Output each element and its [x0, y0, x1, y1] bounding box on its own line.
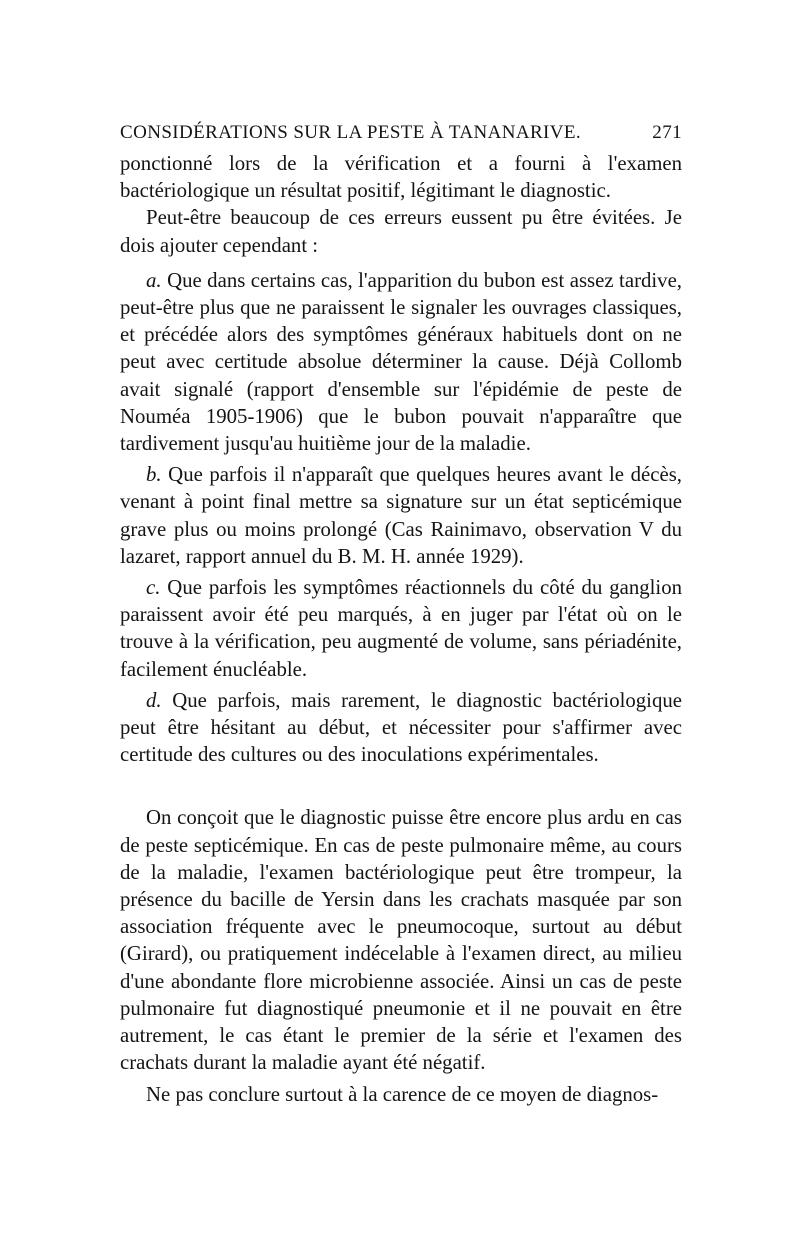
item-a [120, 267, 682, 457]
item-a-text: Que dans certains cas, l'apparition du bubon est assez tardive, peut-être plus que ne paraissent le signaler les ouvrages classiques, et précédée alors des symptômes généraux habituels dont on ne peut avec certitude absolue déterminer la cause. Déjà Collomb avait signalé (rapport d'ensemble sur l'épidémie de peste de Nouméa 1905-1906) que le bubon pouvait n'apparaître que tardivement jusqu'au huitième jour de la maladie. [120, 268, 682, 456]
body-text [120, 150, 682, 1108]
item-c-text: Que parfois les symptômes réactionnels du côté du ganglion paraissent avoir été peu marqués, à en juger par l'état où on le trouve à la vérification, peu augmenté de volume, sans périadénite, facilement énucléable. [120, 576, 682, 681]
item-a-label: a. [146, 268, 162, 292]
item-b [120, 461, 682, 570]
item-b-label: b. [146, 463, 162, 487]
paragraph-septicemic: On conçoit que le diagnostic puisse être encore plus ardu en cas de peste septicémique. En cas de peste pulmonaire même, au cours de la maladie, l'examen bactériologique peut être trompeur, la présence du bacille de Yersin dans les crachats masquée par son association fréquente avec le pneumocoque, surtout au début (Girard), ou pratiquement indécelable à l'examen direct, au milieu d'une abondante flore microbienne associée. Ainsi un cas de peste pulmonaire fut diagnostiqué pneumonie et il ne pouvait en être autrement, le cas étant le premier de la série et l'examen des crachats durant la maladie ayant été négatif. [120, 806, 682, 1075]
item-d [120, 687, 682, 769]
running-head [120, 122, 682, 144]
item-c [120, 574, 682, 683]
item-d-text: Que parfois, mais rarement, le diagnostic bactériologique peut être hésitant au début, et nécessiter pour s'affirmer avec certitude des cultures ou des inoculations expérimentales. [120, 688, 682, 767]
paragraph-errors: Peut-être beaucoup de ces erreurs eussent pu être évitées. Je dois ajouter cependant : [120, 206, 682, 257]
paragraph-conclusion: Ne pas conclure surtout à la carence de ce moyen de diagnos- [146, 1082, 659, 1106]
running-title: CONSIDÉRATIONS SUR LA PESTE À TANANARIVE. [120, 122, 582, 143]
item-d-label: d. [146, 688, 162, 712]
paragraph-continued: ponctionné lors de la vérification et a fourni à l'examen bactériologique un résultat positif, légitimant le diagnostic. [120, 152, 682, 203]
item-c-label: c. [146, 576, 161, 600]
page-number: 271 [652, 122, 682, 143]
item-b-text: Que parfois il n'apparaît que quelques heures avant le décès, venant à point final mettre sa signature sur un état septicémique grave plus ou moins prolongé (Cas Rainimavo, observation V du lazaret, rapport annuel du B. M. H. année 1929). [120, 463, 682, 568]
